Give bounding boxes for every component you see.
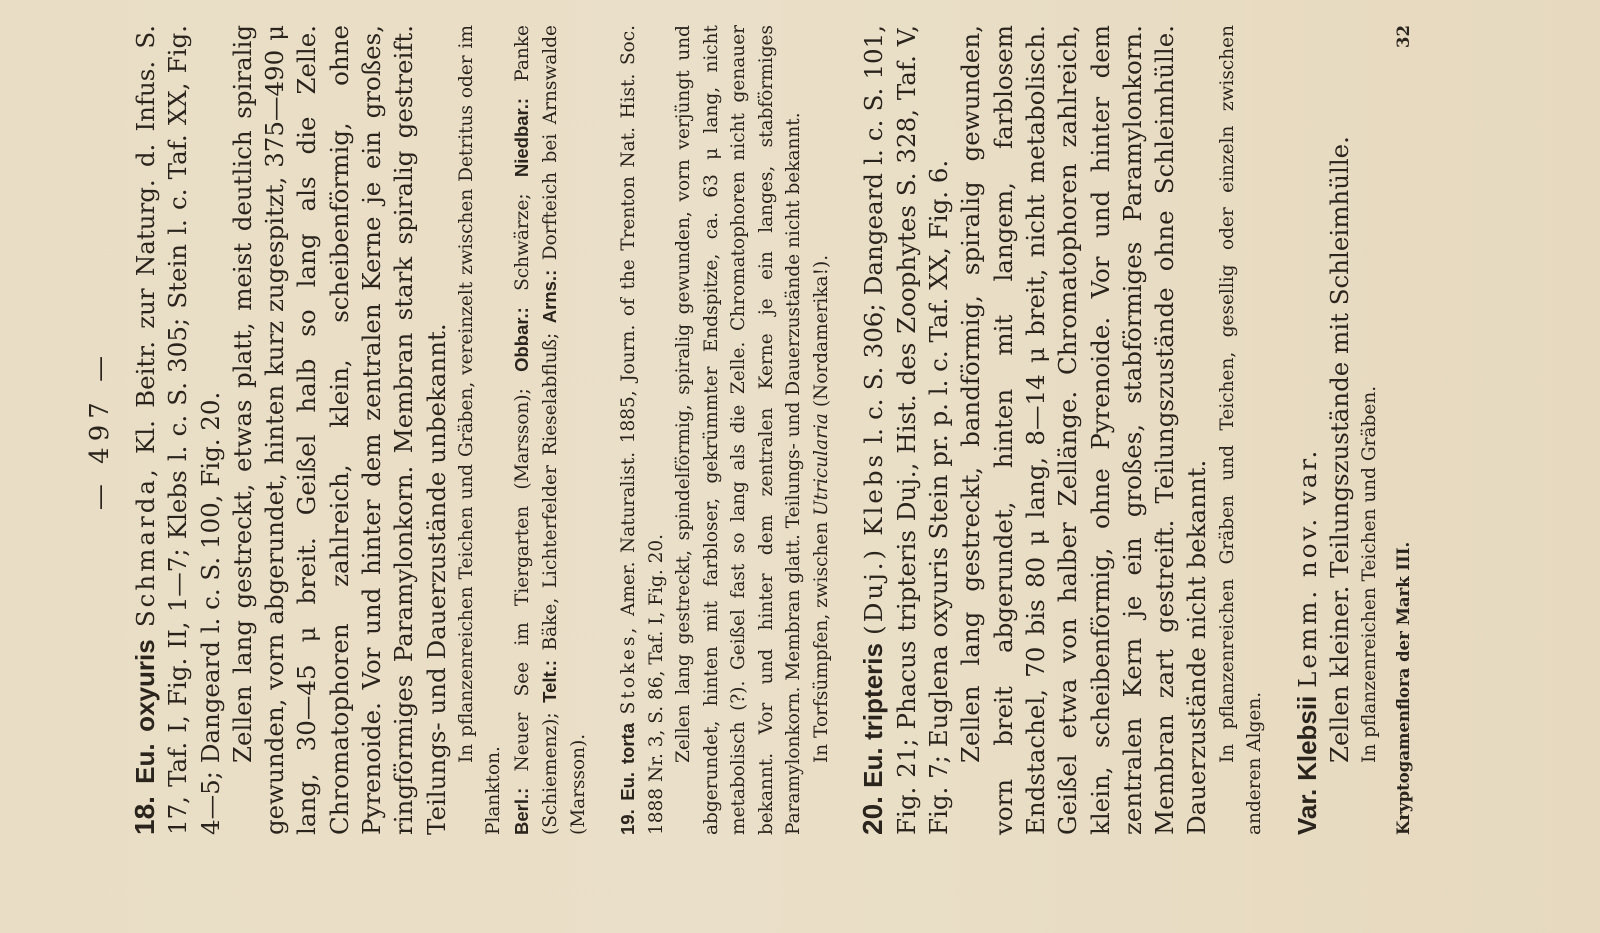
habitat-prefix: In Torfsümpfen, zwischen: [810, 515, 832, 763]
habitat-italic: Utricularia: [810, 413, 832, 516]
entry-19-author: Stokes,: [618, 624, 640, 715]
entry-19-name: Eu. torta: [617, 722, 639, 801]
entry-18-habitat: In pflanzenreichen Teichen und Gräben, vereinzelt zwischen Detritus oder im Plankton.: [455, 25, 505, 835]
var-habitat: In pflanzenreichen Teichen und Gräben.: [1359, 385, 1381, 763]
entry-20-description: Zellen lang gestreckt, bandförmig, spiralig gewunden, vorn breit abgerundet, hinten mit langem, farblosem Endstachel, 70 bis 80 μ lang, 8—14 μ breit, nicht metabolisch. Geißel etwa von halber Zellänge. Chromatophoren zahlreich, klein, scheibenförmig, ohne Pyrenoide. Vor und hinter dem zentralen Kern je ein großes, stabförmiges Paramylonkorn. Membran zart gestreift. Teilungszustände ohne Schleimhülle. Dauerzustände nicht bekannt.: [956, 25, 1212, 835]
entry-20-citation: l. c. S. 306; Dangeard l. c. S. 101, Fig. 21; Phacus tripteris Duj., Hist. des Zoophytes S. 328, Taf. V, Fig. 7; Euglena oxyuris Stein pr. p. l. c. Taf. XX, Fig. 6.: [859, 24, 954, 835]
locality-label: Arns.:: [539, 269, 561, 324]
footer-signature-number: 32: [1393, 25, 1413, 48]
entry-18-description: Zellen lang gestreckt, etwas platt, meist deutlich spiralig gewunden, vorn abgerundet, hinten kurz zugespitzt, 375—490 μ lang, 30—45 μ breit. Geißel halb so lang als die Zelle. Chromatophoren zahlreich, klein, scheibenförmig, ohne Pyrenoide. Vor und hinter dem zentralen Kerne je ein großes, ringförmiges Paramylonkorn. Membran stark spiralig gestreift. Teilungs- und Dauerzustände unbekannt.: [227, 25, 451, 835]
entry-gap: [1269, 25, 1291, 835]
locality-text: Schwärze;: [511, 177, 533, 308]
entry-20-heading: [857, 25, 955, 835]
entry-19-number: 19.: [617, 809, 639, 835]
locality-text: Panke (Schiemenz);: [511, 25, 562, 835]
locality-text: Neuer See im Tiergarten (Marsson);: [511, 371, 533, 788]
entry-18: [129, 25, 592, 835]
var-description: Zellen kleiner. Teilungszustände mit Schleimhülle.: [1325, 136, 1355, 763]
entry-20-name: Eu. tripteris: [858, 643, 889, 788]
locality-text: Bäke, Lichterfelder Rieselabfluß;: [540, 323, 562, 660]
entry-20-number: 20.: [857, 796, 889, 835]
var-author: Lemm. nov. var.: [1292, 447, 1322, 688]
var-label: Var.: [1291, 788, 1322, 835]
locality-label: Niedbar.:: [510, 97, 532, 178]
entry-20-author: (Duj.) Klebs: [859, 451, 889, 635]
entry-gap: [835, 25, 857, 835]
entry-18-heading: [129, 25, 227, 835]
entry-18-number: 18.: [129, 796, 160, 835]
entry-18-localities: [508, 25, 593, 835]
entry-18-author: Schmarda,: [131, 466, 160, 628]
var-heading: [1291, 25, 1324, 835]
entry-19-description: Zellen lang gestreckt, spindelförmig, spiralig gewunden, vorn verjüngt und abgerundet, hinten mit farbloser, gekrümmter Endspitze, ca. 63 μ lang, nicht metabolisch (?). Geißel fast so lang als die Zelle. Chromatophoren nicht genauer bekannt. Vor und hinter dem zentralen Kerne je ein langes, stabförmiges Paramylonkorn. Membran glatt. Teilungs- und Dauerzustände nicht bekannt.: [673, 25, 805, 835]
locality-text: Dorfteich bei Arnswalde (Marsson).: [540, 25, 589, 835]
entry-19-citation: Amer. Naturalist. 1885, Journ. of the Trenton Nat. Hist. Soc. 1888 Nr. 3, S. 86, Taf. I, Fig. 20.: [618, 25, 667, 835]
page-number-header: — 497 —: [85, 349, 115, 511]
entry-var-klebsii: [1291, 25, 1384, 835]
locality-label: Berl.:: [510, 787, 532, 835]
habitat-suffix: (Nordamerika!).: [810, 254, 832, 414]
footer-series-title: Kryptogamenflora der Mark III.: [1393, 541, 1413, 835]
var-name: Klebsii: [1291, 695, 1322, 781]
entry-19-heading: [614, 25, 670, 835]
entry-18-citation: Kl. Beitr. zur Naturg. d. Infus. S. 17, Taf. I, Fig. II, 1—7; Klebs l. c. S. 305; Stein l. c. Taf. XX, Fig. 4—5; Dangeard l. c. S. 100, Fig. 20.: [131, 24, 225, 835]
entry-19-habitat: [808, 25, 836, 835]
entry-20: [857, 25, 1268, 835]
entry-18-name: Eu. oxyuris: [130, 639, 160, 784]
entry-gap: [592, 25, 614, 835]
locality-label: Telt.:: [539, 659, 561, 703]
entry-20-habitat: In pflanzenreichen Gräben und Teichen, gesellig oder einzeln zwischen anderen Algen.: [1216, 25, 1266, 835]
page-footer: [1394, 25, 1413, 835]
book-page-rotated: [85, 25, 1515, 835]
locality-label: Obbar.:: [510, 307, 532, 372]
entry-19: [614, 25, 835, 835]
